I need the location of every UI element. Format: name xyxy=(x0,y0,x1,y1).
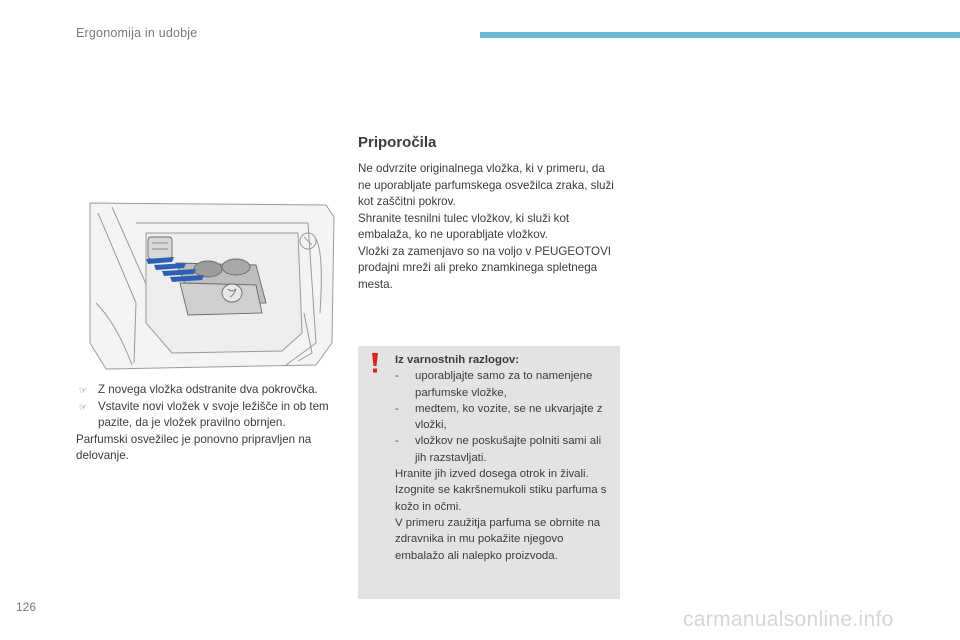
step-text: Vstavite novi vložek v svoje ležišče in ob tem pazite, da je vložek pravilno obrnjen. xyxy=(98,399,329,429)
list-item xyxy=(395,368,615,401)
warning-body xyxy=(395,352,615,564)
paragraph: Izognite se kakršnemukoli stiku parfuma s kožo in očmi. xyxy=(395,484,607,513)
section-title: Ergonomija in udobje xyxy=(76,26,198,40)
perfume-cartridge-illustration xyxy=(76,193,338,377)
list-item xyxy=(76,399,342,432)
list-item xyxy=(395,433,615,466)
dash-bullet: - xyxy=(395,402,399,415)
step-note: Parfumski osvežilec je ponovno pripravljen na delovanje. xyxy=(76,432,312,462)
warning-paragraphs xyxy=(395,466,615,564)
recommendations-text xyxy=(358,161,620,293)
paragraph: Hranite jih izved dosega otrok in živali. xyxy=(395,468,589,481)
warning-title: Iz varnostnih razlogov: xyxy=(395,354,520,366)
watermark-text: carmanualsonline.info xyxy=(683,608,894,631)
safety-warning-box xyxy=(358,346,620,599)
pointer-bullet-icon: ☞ xyxy=(79,385,88,395)
warning-item-text: vložkov ne poskušajte polniti sami ali jih razstavljati. xyxy=(415,435,602,464)
paragraph: V primeru zaužitja parfuma se obrnite na zdravnika in mu pokažite njegovo embalažo ali nalepko proizvoda. xyxy=(395,516,601,562)
exclamation-icon xyxy=(370,352,380,374)
dash-bullet: - xyxy=(395,370,399,383)
pointer-bullet-icon: ☞ xyxy=(79,401,88,412)
paragraph: Vložki za zamenjavo so na voljo v PEUGEOTOVI prodajni mreži ali preko znamkinega spletnega mesta. xyxy=(358,244,612,291)
page-number: 126 xyxy=(16,600,37,614)
list-item xyxy=(76,382,342,399)
recommendations-heading: Priporočila xyxy=(358,134,437,151)
header-accent-bar xyxy=(480,32,960,38)
step-text: Z novega vložka odstranite dva pokrovčka. xyxy=(98,383,318,396)
warning-item-text: uporabljajte samo za to namenjene parfumske vložke, xyxy=(415,370,593,399)
list-item xyxy=(395,401,615,434)
instruction-steps xyxy=(76,382,342,465)
warning-item-text: medtem, ko vozite, se ne ukvarjajte z vložki, xyxy=(415,402,603,432)
paragraph: Ne odvrzite originalnega vložka, ki v primeru, da ne uporabljate parfumskega osvežilca zraka, služi kot zaščitni pokrov. xyxy=(358,162,614,208)
dash-bullet: - xyxy=(395,435,399,448)
paragraph: Shranite tesnilni tulec vložkov, ki služi kot embalaža, ko ne uporabljate vložkov. xyxy=(358,211,570,241)
